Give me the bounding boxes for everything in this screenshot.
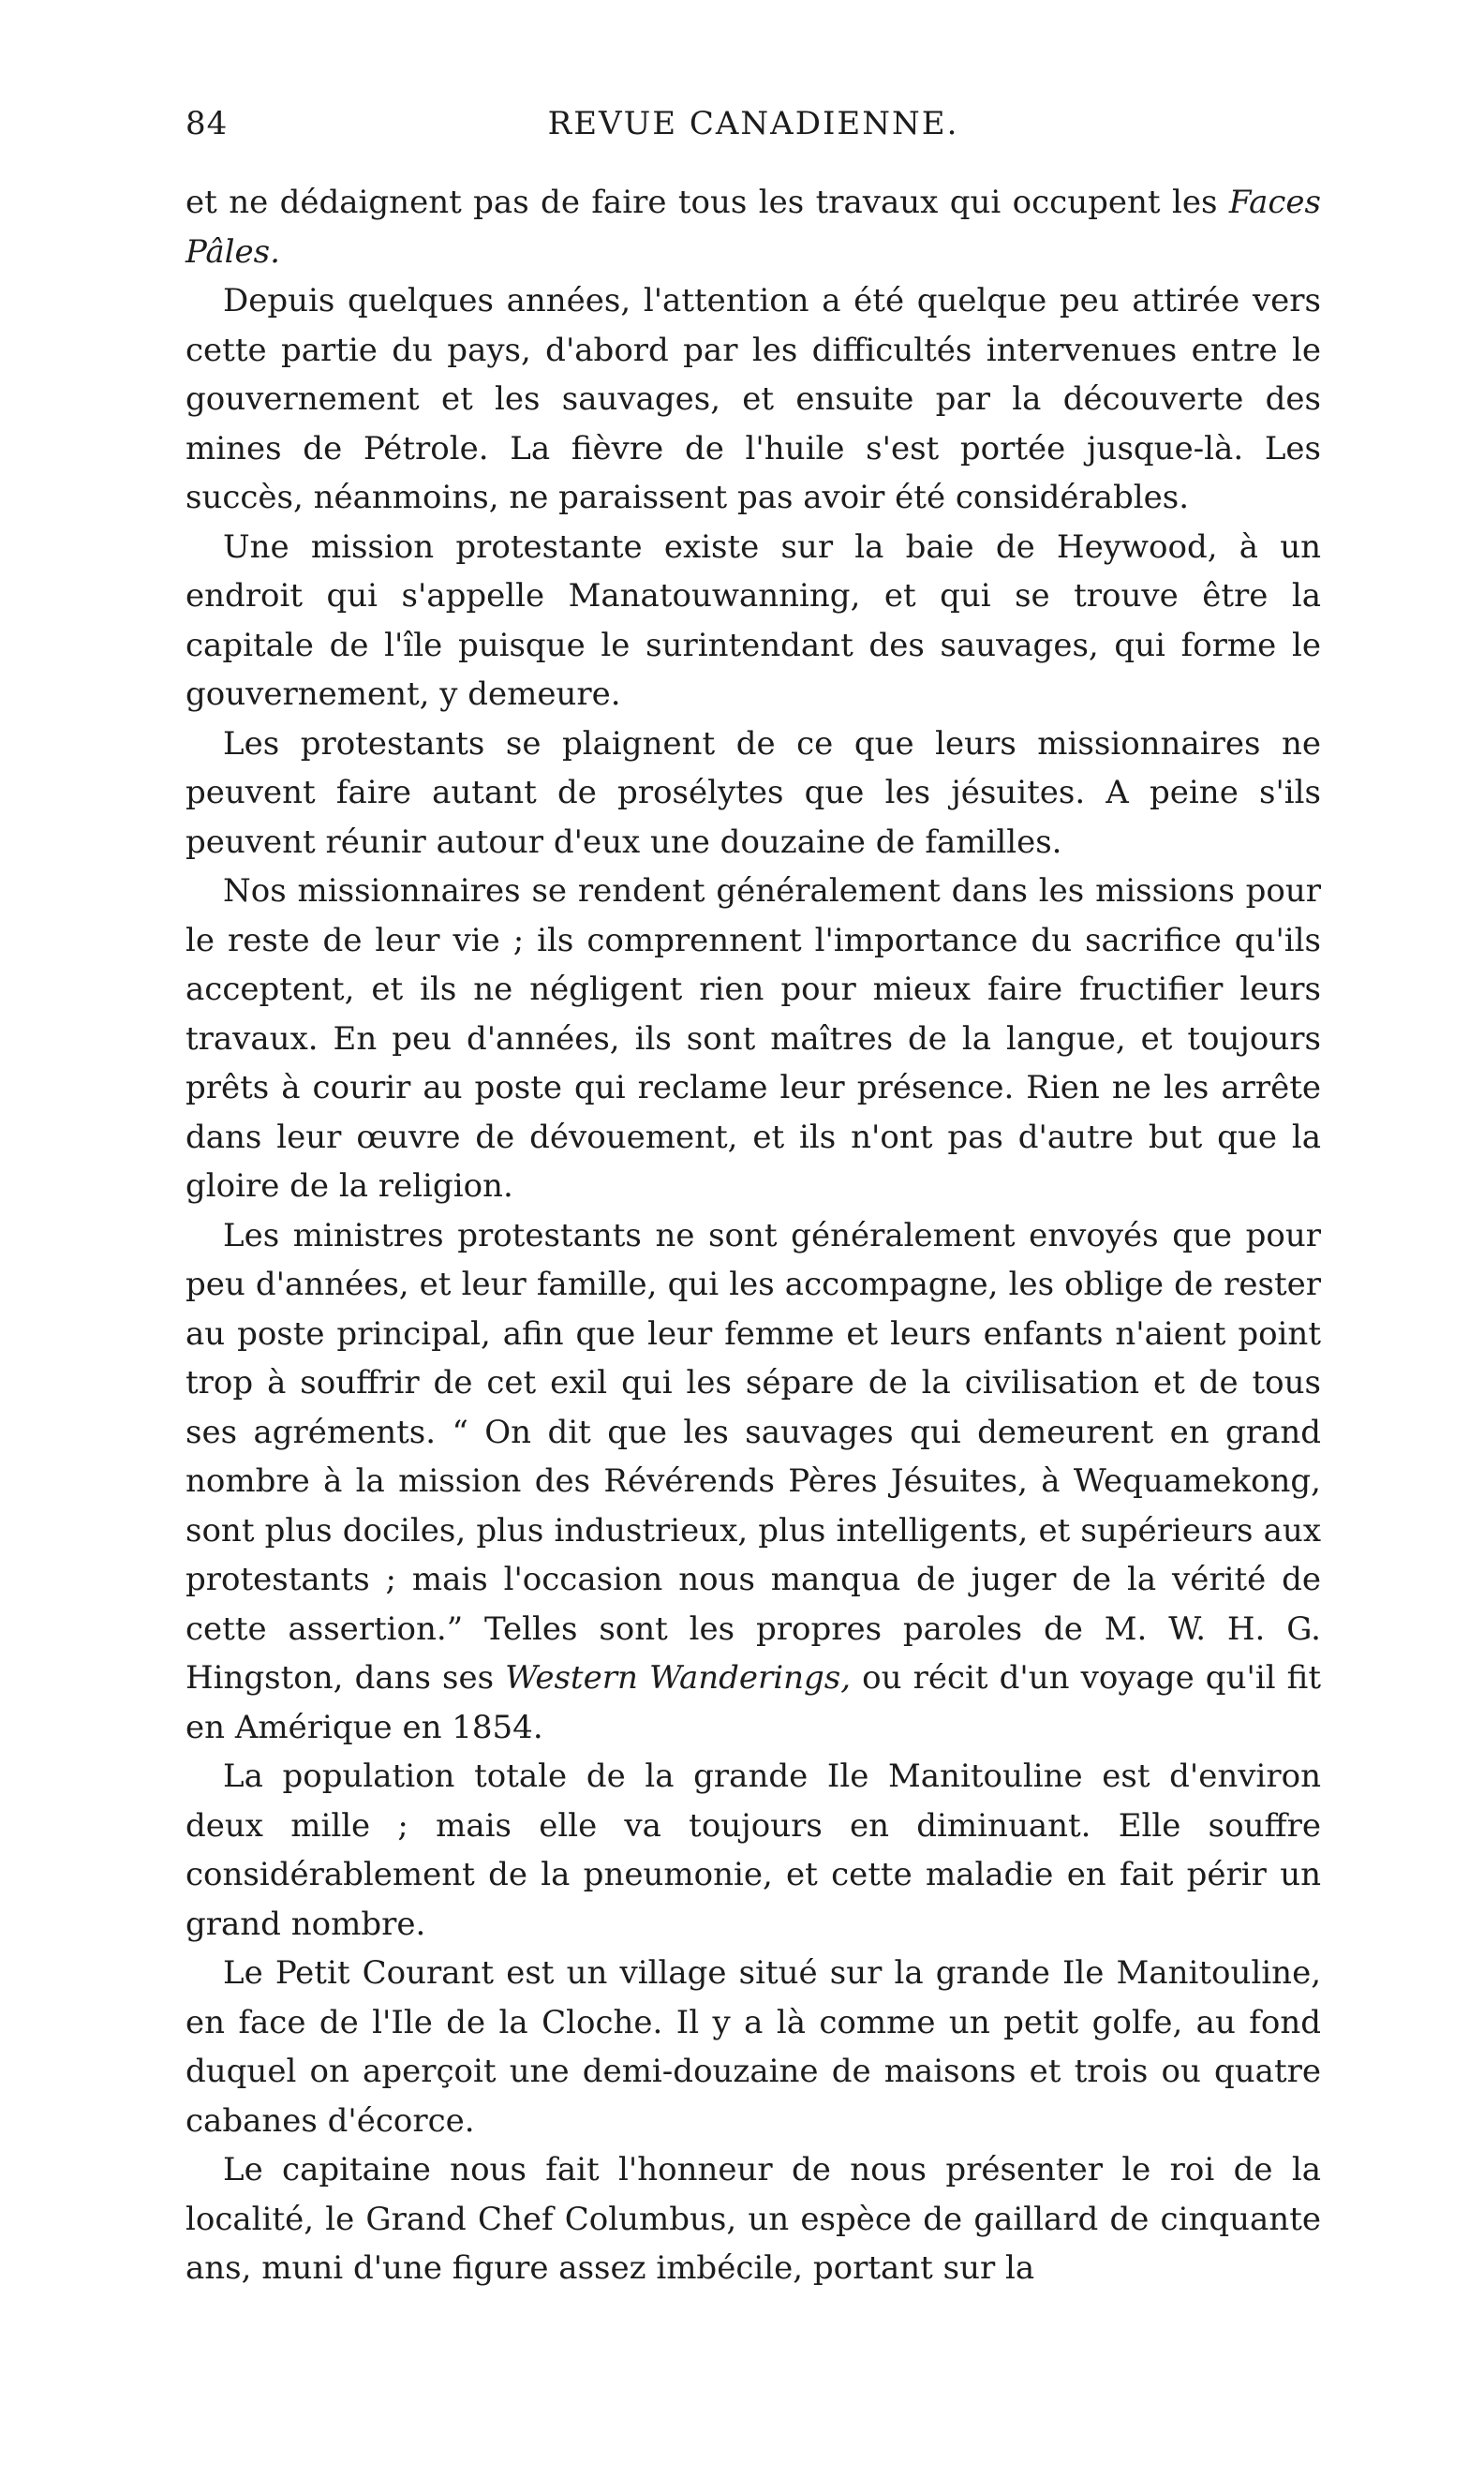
italic-text: Western Wanderings, <box>505 1659 852 1697</box>
paragraph <box>186 1211 1321 1753</box>
paragraph <box>186 523 1321 719</box>
text-segment: Une mission protestante existe sur la baie de Heywood, à un endroit qui s'appelle Manatouwanning, et qui se trouve être la capitale de l'île puisque le surintendant des sauvages, qui forme le gouvernement, y demeure. <box>186 527 1321 713</box>
text-segment: Le capitaine nous fait l'honneur de nous présenter le roi de la localité, le Grand Chef Columbus, un espèce de gaillard de cinquante ans, muni d'une figure assez imbécile, portant sur la <box>186 2151 1321 2287</box>
paragraph <box>186 1752 1321 1949</box>
body-text <box>186 178 1321 2293</box>
paragraph <box>186 276 1321 523</box>
running-title: REVUE CANADIENNE. <box>547 105 959 142</box>
text-segment: Depuis quelques années, l'attention a été quelque peu attirée vers cette partie du pays, d'abord par les difficultés intervenues entre le gouvernement et les sauvages, et ensuite par la découverte des mines de Pétrole. La fièvre de l'huile s'est portée jusque-là. Les succès, néanmoins, ne paraissent pas avoir été considérables. <box>186 282 1321 516</box>
text-segment: Les protestants se plaignent de ce que leurs missionnaires ne peuvent faire autant de prosélytes que les jésuites. A peine s'ils peuvent réunir autour d'eux une douzaine de familles. <box>186 724 1321 861</box>
text-segment: La population totale de la grande Ile Manitouline est d'environ deux mille ; mais elle va toujours en diminuant. Elle souffre considérablement de la pneumonie, et cette maladie en fait périr un grand nombre. <box>186 1758 1321 1943</box>
paragraph <box>186 719 1321 868</box>
italic-text: Faces Pâles. <box>186 184 1321 271</box>
page-number: 84 <box>186 105 229 142</box>
paragraph <box>186 178 1321 276</box>
book-page <box>186 105 1321 2293</box>
text-segment: Les ministres protestants ne sont généralement envoyés que pour peu d'années, et leur famille, qui les accompagne, les oblige de rester au poste principal, afin que leur femme et leurs enfants n'aient point trop à souffrir de cet exil qui les sépare de la civilisation et de tous ses agréments. “ On dit que les sauvages qui demeurent en grand nombre à la mission des Révérends Pères Jésuites, à Wequamekong, sont plus dociles, plus industrieux, plus intelligents, et supérieurs aux protestants ; mais l'occasion nous manqua de juger de la vérité de cette assertion.” Telles sont les propres paroles de M. W. H. G. Hingston, dans ses <box>186 1216 1321 1697</box>
paragraph <box>186 867 1321 1211</box>
paragraph <box>186 2145 1321 2293</box>
paragraph <box>186 1949 1321 2145</box>
text-segment: Nos missionnaires se rendent généralement dans les missions pour le reste de leur vie ; ils comprennent l'importance du sacrifice qu'ils acceptent, et ils ne négligent rien pour mieux faire fructifier leurs travaux. En peu d'années, ils sont maîtres de la langue, et toujours prêts à courir au poste qui reclame leur présence. Rien ne les arrête dans leur œuvre de dévouement, et ils n'ont pas d'autre but que la gloire de la religion. <box>186 872 1321 1205</box>
text-segment: Le Petit Courant est un village situé sur la grande Ile Manitouline, en face de l'Ile de la Cloche. Il y a là comme un petit golfe, au fond duquel on aperçoit une demi-douzaine de maisons et trois ou quatre cabanes d'écorce. <box>186 1954 1321 2140</box>
text-segment: et ne dédaignent pas de faire tous les travaux qui occupent les <box>186 184 1229 221</box>
page-header <box>186 105 1321 157</box>
text-segment: ou récit d'un voyage qu'il fit en Amérique en 1854. <box>186 1659 1322 1746</box>
